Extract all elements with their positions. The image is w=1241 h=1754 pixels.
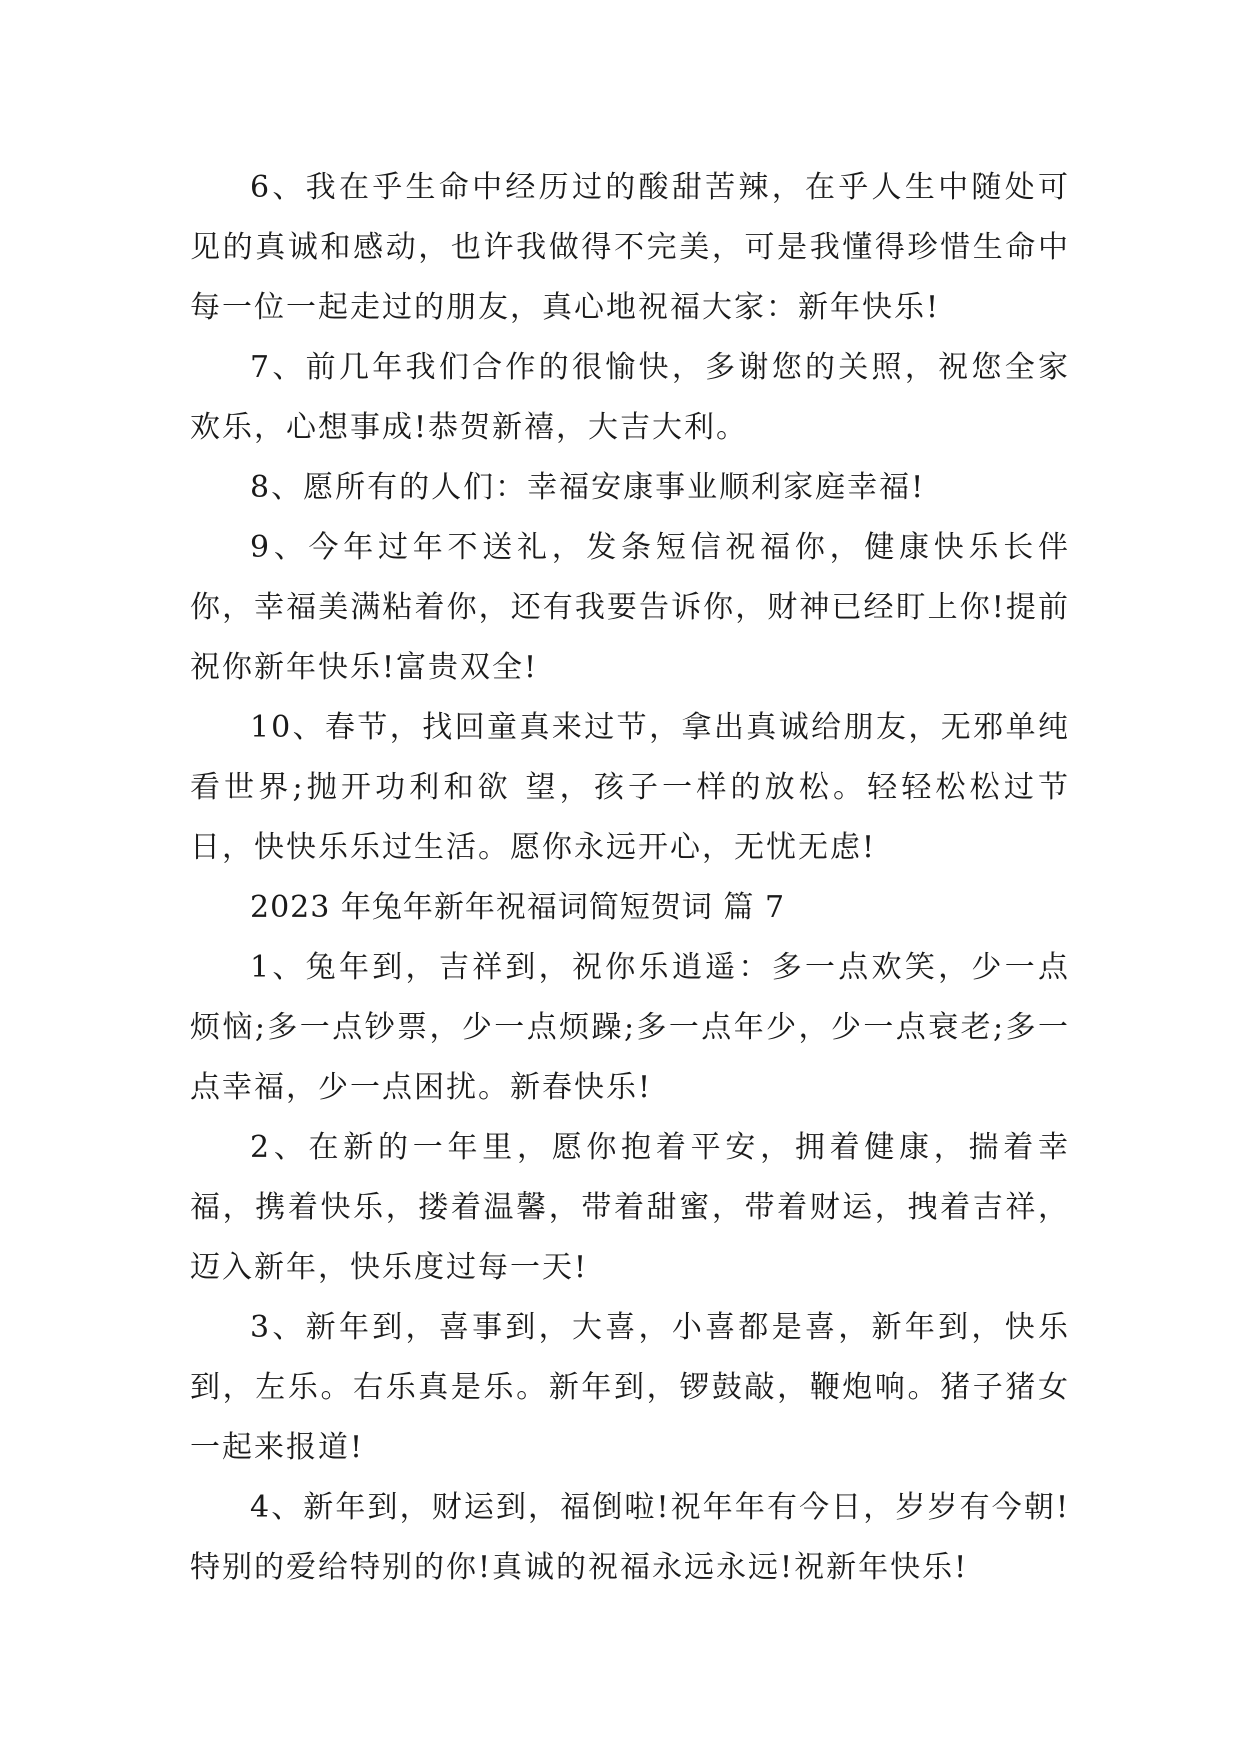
document-body [190, 158, 1070, 1598]
list-item: 6、我在乎生命中经历过的酸甜苦辣，在乎人生中随处可见的真诚和感动，也许我做得不完美，可是我懂得珍惜生命中每一位一起走过的朋友，真心地祝福大家：新年快乐! [190, 170, 1070, 325]
section-heading: 2023 年兔年新年祝福词简短贺词 篇 7 [250, 890, 786, 925]
list-item: 9、今年过年不送礼，发条短信祝福你，健康快乐长伴你，幸福美满粘着你，还有我要告诉你，财神已经盯上你!提前祝你新年快乐!富贵双全! [190, 530, 1070, 685]
list-item: 8、愿所有的人们：幸福安康事业顺利家庭幸福! [250, 470, 926, 505]
list-item: 10、春节，找回童真来过节，拿出真诚给朋友，无邪单纯看世界;抛开功利和欲 望，孩子一样的放松。轻轻松松过节日，快快乐乐过生活。愿你永远开心，无忧无虑! [190, 710, 1070, 865]
list-item: 7、前几年我们合作的很愉快，多谢您的关照，祝您全家欢乐，心想事成!恭贺新禧，大吉大利。 [190, 350, 1070, 445]
list-item: 1、兔年到，吉祥到，祝你乐逍遥：多一点欢笑，少一点烦恼;多一点钞票，少一点烦躁;多一点年少，少一点衰老;多一点幸福，少一点困扰。新春快乐! [190, 950, 1070, 1105]
list-item: 4、新年到，财运到，福倒啦!祝年年有今日，岁岁有今朝!特别的爱给特别的你!真诚的祝福永远永远!祝新年快乐! [190, 1490, 1070, 1585]
list-item: 3、新年到，喜事到，大喜，小喜都是喜，新年到，快乐到，左乐。右乐真是乐。新年到，锣鼓敲，鞭炮响。猪子猪女一起来报道! [190, 1310, 1070, 1465]
list-item: 2、在新的一年里，愿你抱着平安，拥着健康，揣着幸福，携着快乐，搂着温馨，带着甜蜜，带着财运，拽着吉祥，迈入新年，快乐度过每一天! [190, 1130, 1070, 1285]
